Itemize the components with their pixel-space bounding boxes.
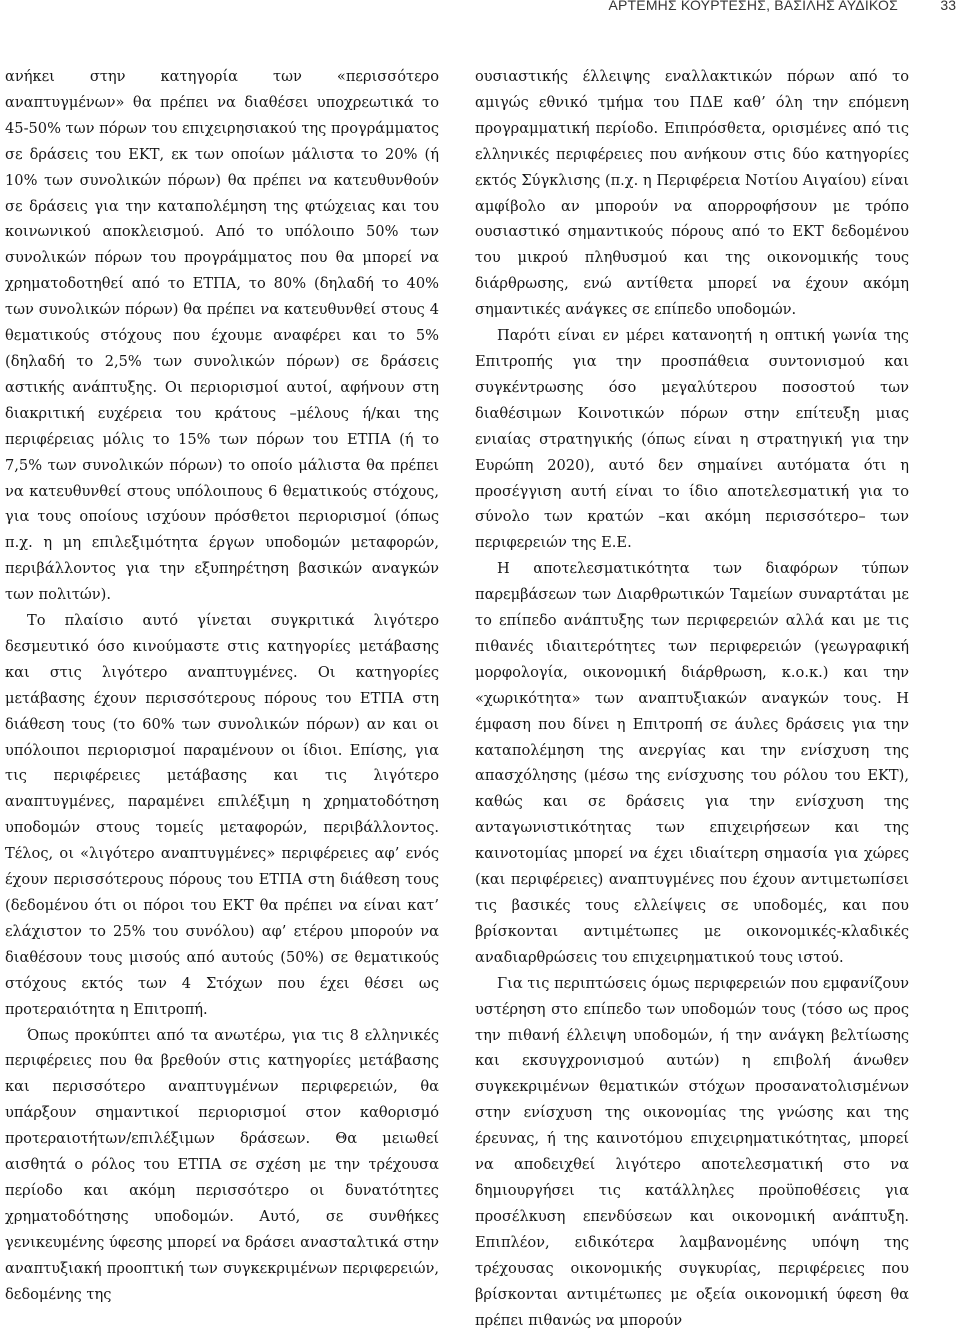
paragraph: Το πλαίσιο αυτό γίνεται συγκριτικά λιγότερο δεσμευτικό όσο κινούμαστε στις κατηγορίες μετάβασης και στις λιγότερο αναπτυγμένες. Οι κατηγορίες μετάβασης έχουν περισσότερους πόρους του ΕΤΠΑ στη διάθεση τους (το 60% των συνολικών πόρων) αν και οι υπόλοιποι περιορισμοί παραμένουν οι ίδιοι. Επίσης, για τις περιφέρειες μετάβασης και τις λιγότερο αναπτυγμένες, παραμένει επιλέξιμη η χρηματοδότηση υποδομών στους τομείς μεταφορών, περιβάλλοντος. Τέλος, οι «λιγότερο αναπτυγμένες» περιφέρειες αφ’ ενός έχουν περισσότερους πόρους του ΕΤΠΑ στη διάθεση τους (δεδομένου ότι οι πόροι του ΕΚΤ θα πρέπει να είναι κατ’ ελάχιστον το 25% του συνόλου) αφ’ ετέρου μπορούν να διαθέσουν τους μισούς από αυτούς (50%) σε θεματικούς στόχους εκτός των 4 Στόχων που έχει θέσει ως προτεραιότητα η Επιτροπή. (5, 612, 439, 1018)
paragraph: Η αποτελεσματικότητα των διαφόρων τύπων παρεμβάσεων των Διαρθρωτικών Ταμείων συναρτάται με το επίπεδο ανάπτυξης των περιφερειών αλλά και με τις πιθανές ιδιαιτερότητες των περιφερειών (γεωγραφική μορφολογία, οικονομική διάρθρωση, κ.ο.κ.) και την «χωρικότητα» των αναπτυξιακών αναγκών τους. Η έμφαση που δίνει η Επιτροπή σε άυλες δράσεις για την καταπολέμηση της ανεργίας και την ενίσχυση της απασχόλησης (μέσω της ενίσχυσης του ρόλου του ΕΚΤ), καθώς και σε δράσεις για την ενίσχυση της ανταγωνιστικότητας των επιχειρήσεων και της καινοτομίας μπορεί να έχει ιδιαίτερη σημασία για χώρες (και περιφέρειες) αναπτυγμένες που έχουν αντιμετωπίσει τις βασικές τους ελλείψεις σε υποδομές, και που βρίσκονται αντιμέτωπες με οικονομικές-κλαδικές αναδιαρθρώσεις του επιχειρηματικού τους ιστού. (475, 560, 909, 966)
running-header (0, 0, 960, 22)
left-text-column (5, 64, 439, 1308)
paragraph: Για τις περιπτώσεις όμως περιφερειών που εμφανίζουν υστέρηση στο επίπεδο των υποδομών τους (τόσο ως προς την πιθανή έλλειψη υποδομών, ή την ανάγκη βελτίωσης και εκσυγχρονισμού αυτών) η επιβολή άνωθεν συγκεκριμένων θεματικών στόχων προσανατολισμένων στην ενίσχυση της οικονομίας της γνώσης και της έρευνας, ή της καινοτόμου επιχειρηματικότητας, μπορεί να αποδειχθεί λιγότερο αποτελεσματική στο να δημιουργήσει τις κατάλληλες προϋποθέσεις για προσέλκυση επενδύσεων και οικονομική ανάπτυξη. Επιπλέον, ειδικότερα λαμβανομένης υπόψη της τρέχουσας οικονομικής συγκυρίας, περιφέρειες που βρίσκονται αντιμέτωπες με οξεία οικονομική ύφεση θα πρέπει πιθανώς να μπορούν (475, 974, 909, 1329)
right-text-column (475, 64, 909, 1333)
paragraph: ανήκει στην κατηγορία των «περισσότερο αναπτυγμένων» θα πρέπει να διαθέσει υποχρεωτικά το 45-50% των πόρων του επιχειρησιακού της προγράμματος σε δράσεις του ΕΚΤ, εκ των οποίων μάλιστα το 20% (ή 10% των συνολικών πόρων) θα πρέπει να κατευθυνθούν σε δράσεις για την καταπολέμηση της φτώχειας και του κοινωνικού αποκλεισμού. Από το υπόλοιπο 50% των συνολικών πόρων του προγράμματος που θα μπορεί να χρηματοδοτηθεί από το ΕΤΠΑ, το 80% (δηλαδή το 40% των συνολικών πόρων) θα πρέπει να κατευθυνθεί στους 4 θεματικούς στόχους που έχουμε αναφέρει και το 5% (δηλαδή το 2,5% των συνολικών πόρων) σε δράσεις αστικής ανάπτυξης. Οι περιορισμοί αυτοί, αφήνουν στη διακριτική ευχέρεια του κράτους –μέλους ή/και της περιφέρειας μόλις το 15% των πόρων του ΕΤΠΑ (ή το 7,5% των συνολικών πόρων) το οποίο μάλιστα θα πρέπει να κατευθυνθεί στους υπόλοιπους 6 θεματικούς στόχους, για τους οποίους ισχύουν πρόσθετοι περιορισμοί (όπως π.χ. η μη επιλεξιμότητα έργων υποδομών μεταφορών, περιβάλλοντος για την εξυπηρέτηση βασικών αναγκών των πολιτών). (5, 68, 439, 604)
page-number: 33 (940, 0, 956, 13)
paragraph: ουσιαστικής έλλειψης εναλλακτικών πόρων από το αμιγώς εθνικό τμήμα του ΠΔΕ καθ’ όλη την επόμενη προγραμματική περίοδο. Επιπρόσθετα, ορισμένες από τις ελληνικές περιφέρειες που ανήκουν στις δύο κατηγορίες εκτός Σύγκλισης (π.χ. η Περιφέρεια Νοτίου Αιγαίου) είναι αμφίβολο αν μπορούν να απορροφήσουν με τρόπο ουσιαστικό σημαντικούς πόρους από το ΕΚΤ δεδομένου του μικρού πληθυσμού και της οικονομικής τους διάρθρωσης, ενώ αντίθετα μπορεί να έχουν ακόμη σημαντικές ανάγκες σε επίπεδο υποδομών. (475, 68, 909, 319)
paragraph: Παρότι είναι εν μέρει κατανοητή η οπτική γωνία της Επιτροπής για την προσπάθεια συντονισμού και συγκέντρωσης όσο μεγαλύτερου ποσοστού των διαθέσιμων Κοινοτικών πόρων στην επίτευξη μιας ενιαίας στρατηγικής (όπως είναι η στρατηγική για την Ευρώπη 2020), αυτό δεν σημαίνει αυτόματα ότι η προσέγγιση αυτή είναι το ίδιο αποτελεσματική για το σύνολο των κρατών –και ακόμη περισσότερο– των περιφερειών της Ε.Ε. (475, 327, 909, 552)
paragraph: Όπως προκύπτει από τα ανωτέρω, για τις 8 ελληνικές περιφέρειες που θα βρεθούν στις κατηγορίες μετάβασης και περισσότερο αναπτυγμένων περιφερειών, θα υπάρξουν σημαντικοί περιορισμοί στον καθορισμό προτεραιοτήτων/επιλέξιμων δράσεων. Θα μειωθεί αισθητά ο ρόλος του ΕΤΠΑ σε σχέση με την τρέχουσα περίοδο και ακόμη περισσότερο οι δυνατότητες χρηματοδότησης υποδομών. Αυτό, σε συνθήκες γενικευμένης ύφεσης μπορεί να δράσει ανασταλτικά στην αναπτυξιακή προοπτική των συγκεκριμένων περιφερειών, δεδομένης της (5, 1026, 439, 1303)
header-authors: ΑΡΤΕΜΗΣ ΚΟΥΡΤΕΣΗΣ, ΒΑΣΙΛΗΣ ΑΥΔΙΚΟΣ (608, 0, 898, 13)
